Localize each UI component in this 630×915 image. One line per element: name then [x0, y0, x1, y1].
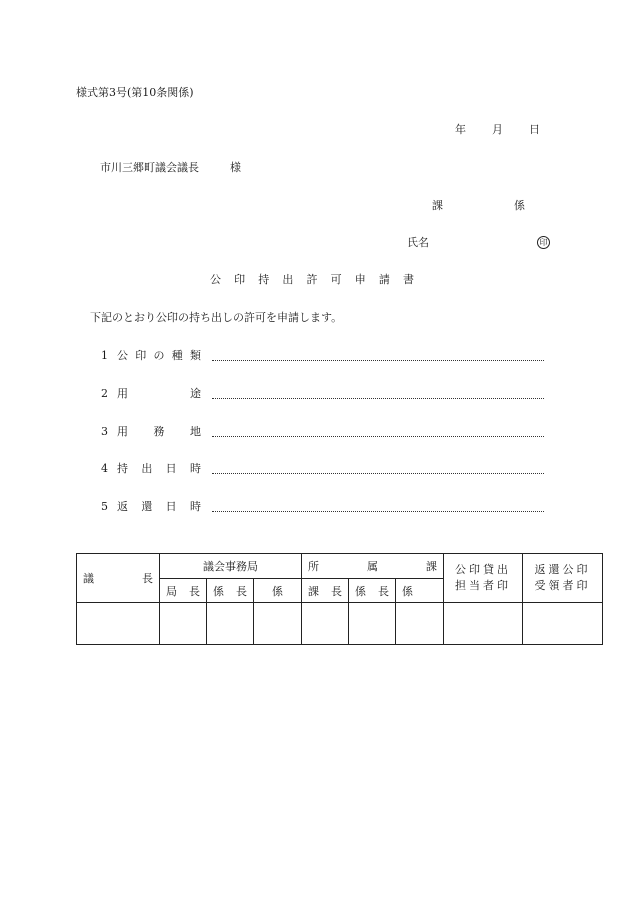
item-fill-line[interactable] — [212, 436, 544, 437]
applicant-department: 課 — [432, 199, 443, 212]
lender-header-cell — [444, 554, 523, 603]
item-fill-line[interactable] — [212, 360, 544, 361]
seal-box-return[interactable] — [523, 603, 603, 645]
item-fill-line[interactable] — [212, 511, 544, 512]
date-day: 日 — [529, 123, 540, 136]
item-label: 用 務 地 — [117, 425, 201, 438]
item-fill-line[interactable] — [212, 398, 544, 399]
form-number: 様式第3号(第10条関係) — [76, 86, 194, 99]
section-chief-cell-2 — [349, 579, 396, 603]
staff-cell-2 — [396, 579, 444, 603]
return-line-2: 受領者印 — [534, 579, 591, 592]
item-label: 公 印 の 種 類 — [117, 349, 201, 362]
item-label: 持 出 日 時 — [117, 462, 201, 475]
dept-chief-header: 課 長 — [308, 584, 343, 598]
seal-box-chair[interactable] — [77, 603, 160, 645]
applicant-name-label: 氏名 — [407, 236, 429, 249]
secretariat-header: 議会事務局 — [160, 554, 302, 579]
item-label: 返 還 日 時 — [117, 500, 201, 513]
return-header-cell — [523, 554, 603, 603]
staff-header-2: 係 — [402, 584, 414, 598]
section-chief-header: 係 長 — [213, 584, 247, 598]
date-month: 月 — [492, 123, 503, 136]
item-label: 用 途 — [117, 387, 201, 400]
date-year: 年 — [455, 123, 466, 136]
section-chief-cell — [207, 579, 254, 603]
lender-line-2: 担当者印 — [455, 579, 512, 592]
lender-line-1: 公印貸出 — [455, 563, 512, 576]
item-number: 2 — [101, 387, 108, 400]
seal-box-bureau-chief[interactable] — [160, 603, 207, 645]
seal-box-lender[interactable] — [444, 603, 523, 645]
affiliated-dept-header: 所 属 課 — [308, 560, 438, 573]
seal-mark — [537, 235, 550, 249]
bureau-chief-header: 局 長 — [166, 584, 200, 598]
item-number: 5 — [101, 500, 108, 513]
seal-box-staff[interactable] — [254, 603, 302, 645]
addressee-honorific: 様 — [230, 161, 241, 174]
section-chief-header-2: 係 長 — [355, 584, 390, 598]
applicant-section: 係 — [514, 199, 525, 212]
item-fill-line[interactable] — [212, 473, 544, 474]
dept-chief-cell — [302, 579, 349, 603]
bureau-chief-cell — [160, 579, 207, 603]
item-number: 3 — [101, 425, 108, 438]
staff-header: 係 — [254, 579, 302, 603]
item-number: 4 — [101, 462, 108, 475]
seal-box-section-chief[interactable] — [207, 603, 254, 645]
approval-table — [76, 553, 603, 645]
intro-text: 下記のとおり公印の持ち出しの許可を申請します。 — [90, 311, 343, 324]
addressee-name: 市川三郷町議会議長 — [100, 161, 199, 174]
seal-box-dept-staff[interactable] — [396, 603, 444, 645]
affiliated-dept-header-cell — [302, 554, 444, 579]
seal-box-dept-section-chief[interactable] — [349, 603, 396, 645]
document-title: 公 印 持 出 許 可 申 請 書 — [210, 273, 414, 286]
return-line-1: 返還公印 — [534, 563, 591, 576]
chair-header-cell — [77, 554, 160, 603]
item-number: 1 — [101, 349, 108, 362]
chair-header: 議 長 — [83, 572, 153, 585]
seal-box-dept-chief[interactable] — [302, 603, 349, 645]
seal-icon: 印 — [537, 236, 550, 249]
